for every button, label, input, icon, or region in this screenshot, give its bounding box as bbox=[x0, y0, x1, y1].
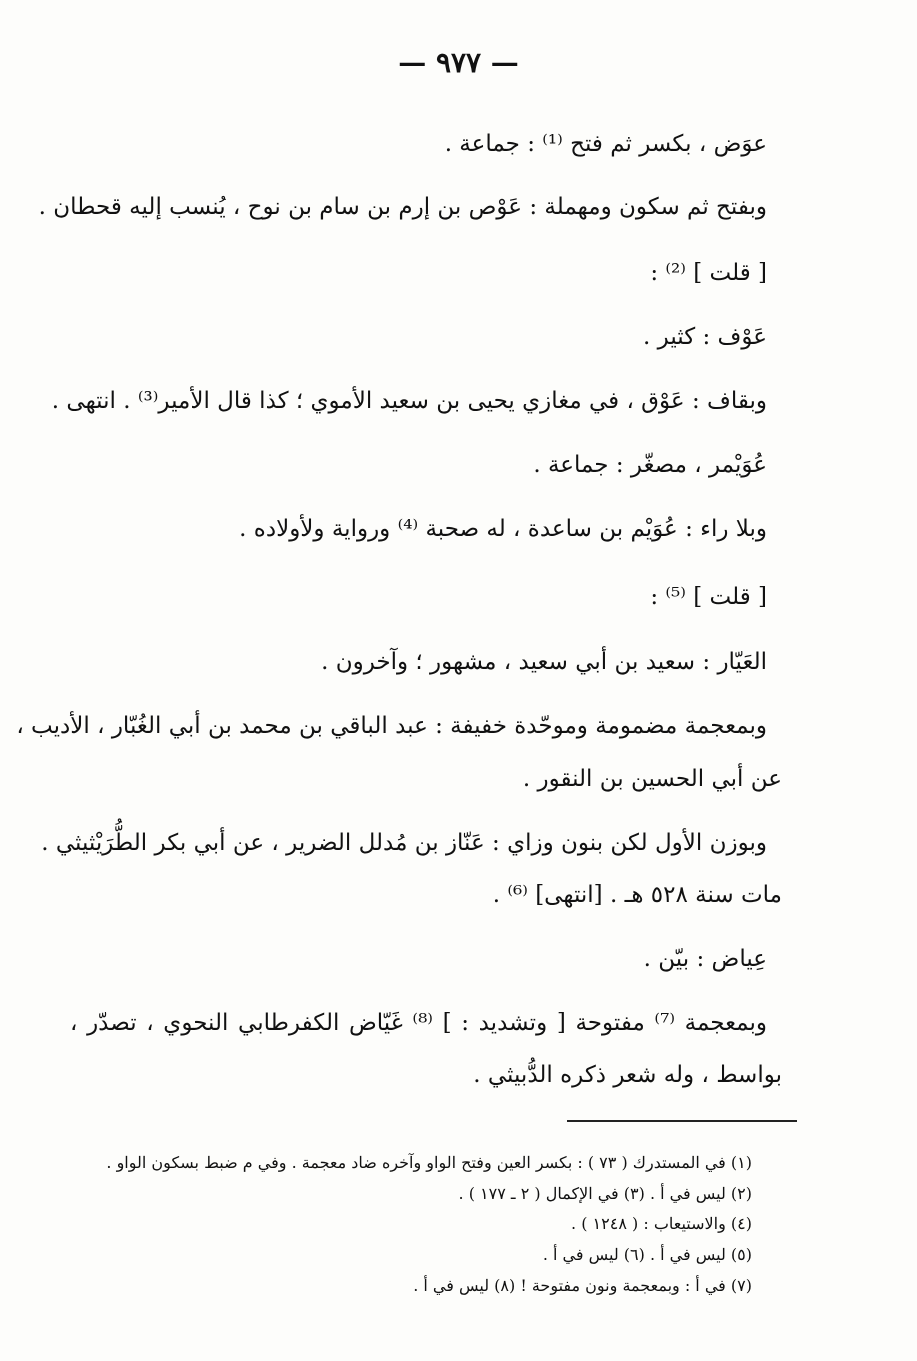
body-line: [ قلت ] ⁽²⁾ : bbox=[650, 260, 767, 286]
body-line: وبقاف : عَوْق ، في مغازي يحيى بن سعيد الأموي ؛ كذا قال الأمير⁽³⁾ . انتهى . bbox=[51, 388, 767, 414]
body-line: وبفتح ثم سكون ومهملة : عَوْص بن إرم بن سام بن نوح ، يُنسب إليه قحطان . bbox=[38, 194, 767, 220]
footnote: (٤) والاستيعاب : ( ١٢٤٨ ) . bbox=[571, 1214, 752, 1233]
body-line: عُوَيْمر ، مصغّر : جماعة . bbox=[533, 452, 767, 478]
body-line: وبمعجمة ⁽⁷⁾ مفتوحة [ وتشديد : ] ⁽⁸⁾ غَيّاض الكفرطابي النحوي ، تصدّر ، bbox=[70, 1010, 767, 1036]
page-number: — ٩٧٧ — bbox=[398, 46, 519, 79]
body-line: وبوزن الأول لكن بنون وزاي : عَنّاز بن مُدلل الضرير ، عن أبي بكر الطُّرَيْثيثي . bbox=[41, 830, 767, 856]
body-line: وبلا راء : عُوَيْم بن ساعدة ، له صحبة ⁽⁴⁾ ورواية ولأولاده . bbox=[239, 516, 767, 542]
body-line: عن أبي الحسين بن النقور . bbox=[522, 766, 782, 792]
body-line: مات سنة ٥٢٨ هـ . [انتهى] ⁽⁶⁾ . bbox=[492, 882, 782, 908]
body-line: عَوْف : كثير . bbox=[643, 324, 767, 350]
footnote: (٢) ليس في أ . (٣) في الإكمال ( ٢ ـ ١٧٧ ) . bbox=[458, 1184, 752, 1203]
footnote: (١) في المستدرك ( ٧٣ ) : بكسر العين وفتح الواو وآخره ضاد معجمة . وفي م ضبط بسكون الواو . bbox=[106, 1153, 752, 1172]
body-line: بواسط ، وله شعر ذكره الدُّبيثي . bbox=[473, 1062, 782, 1088]
body-line: عِياض : بيّن . bbox=[643, 946, 767, 972]
footnote: (٧) في أ : وبمعجمة ونون مفتوحة ! (٨) ليس في أ . bbox=[413, 1276, 752, 1295]
footnote-separator bbox=[567, 1120, 797, 1122]
body-line: العَيّار : سعيد بن أبي سعيد ، مشهور ؛ وآخرون . bbox=[321, 649, 767, 675]
body-line: [ قلت ] ⁽⁵⁾ : bbox=[650, 584, 767, 610]
body-line: عوَض ، بكسر ثم فتح ⁽¹⁾ : جماعة . bbox=[444, 131, 767, 157]
footnote: (٥) ليس في أ . (٦) ليس في أ . bbox=[542, 1245, 752, 1264]
body-line: وبمعجمة مضمومة وموحّدة خفيفة : عبد الباقي بن محمد بن أبي الغُبّار ، الأديب ، bbox=[16, 713, 767, 739]
